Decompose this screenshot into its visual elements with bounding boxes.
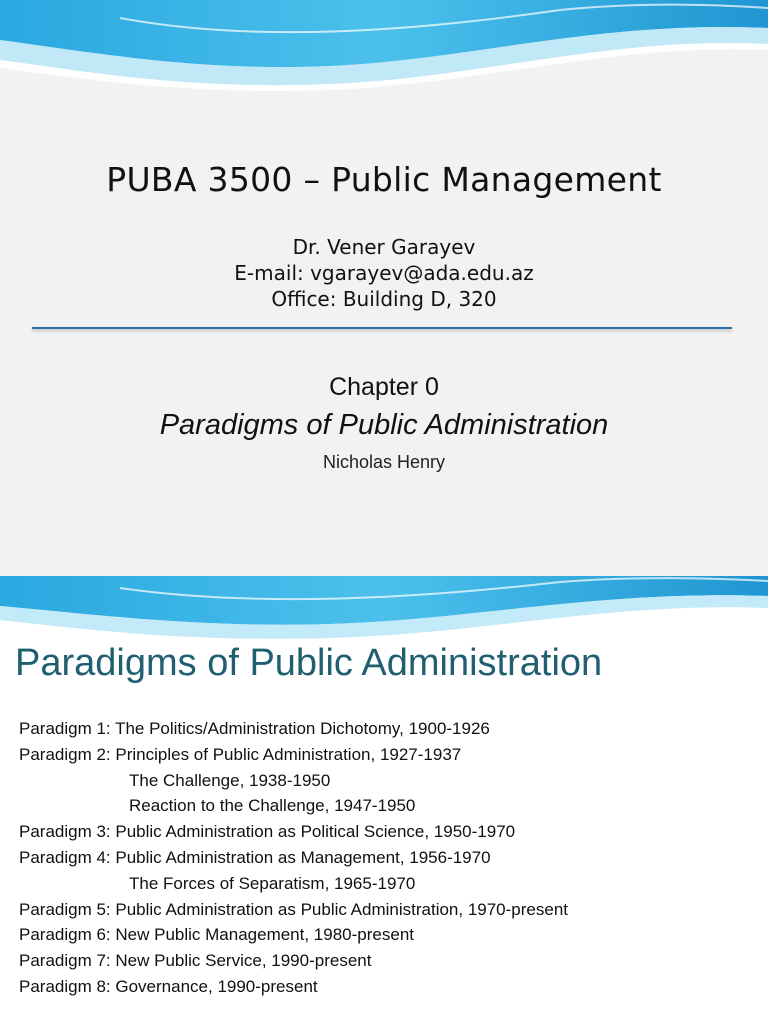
paradigm-list-item: Paradigm 3: Public Administration as Political Science, 1950-1970 (19, 822, 516, 842)
author-name: Nicholas Henry (322, 452, 446, 472)
wave-banner (0, 0, 768, 95)
instructor-office: Office: Building D, 320 (271, 287, 497, 311)
chapter-subtitle: Paradigms of Public Administration (159, 409, 609, 441)
paradigm-list-item: Paradigm 1: The Politics/Administration Dichotomy, 1900-1926 (19, 719, 490, 738)
paradigm-list-item: Reaction to the Challenge, 1947-1950 (129, 796, 416, 816)
paradigm-list-item: Paradigm 4: Public Administration as Management, 1956-1970 (19, 847, 491, 867)
chapter-label: Chapter 0 (329, 373, 439, 401)
divider-line (32, 327, 732, 329)
paradigm-list-item: Paradigm 6: New Public Management, 1980-present (19, 925, 414, 945)
paradigm-list (19, 716, 568, 1000)
slide-heading: Paradigms of Public Administration (15, 642, 603, 684)
content-slide (0, 576, 768, 1024)
paradigm-list-item: Paradigm 5: Public Administration as Public Administration, 1970-present (19, 899, 569, 919)
paradigm-list-item: Paradigm 7: New Public Service, 1990-present (19, 951, 372, 971)
instructor-name: Dr. Vener Garayev (292, 235, 476, 259)
instructor-email: E-mail: vgarayev@ada.edu.az (234, 261, 534, 285)
course-title: PUBA 3500 – Public Management (106, 160, 662, 199)
paradigm-list-item: The Challenge, 1938-1950 (129, 770, 331, 790)
paradigm-list-item: Paradigm 8: Governance, 1990-present (19, 976, 318, 996)
paradigm-list-item: Paradigm 2: Principles of Public Administration, 1927-1937 (19, 744, 462, 764)
wave-banner (0, 576, 768, 646)
paradigm-list-item: The Forces of Separatism, 1965-1970 (129, 873, 416, 893)
